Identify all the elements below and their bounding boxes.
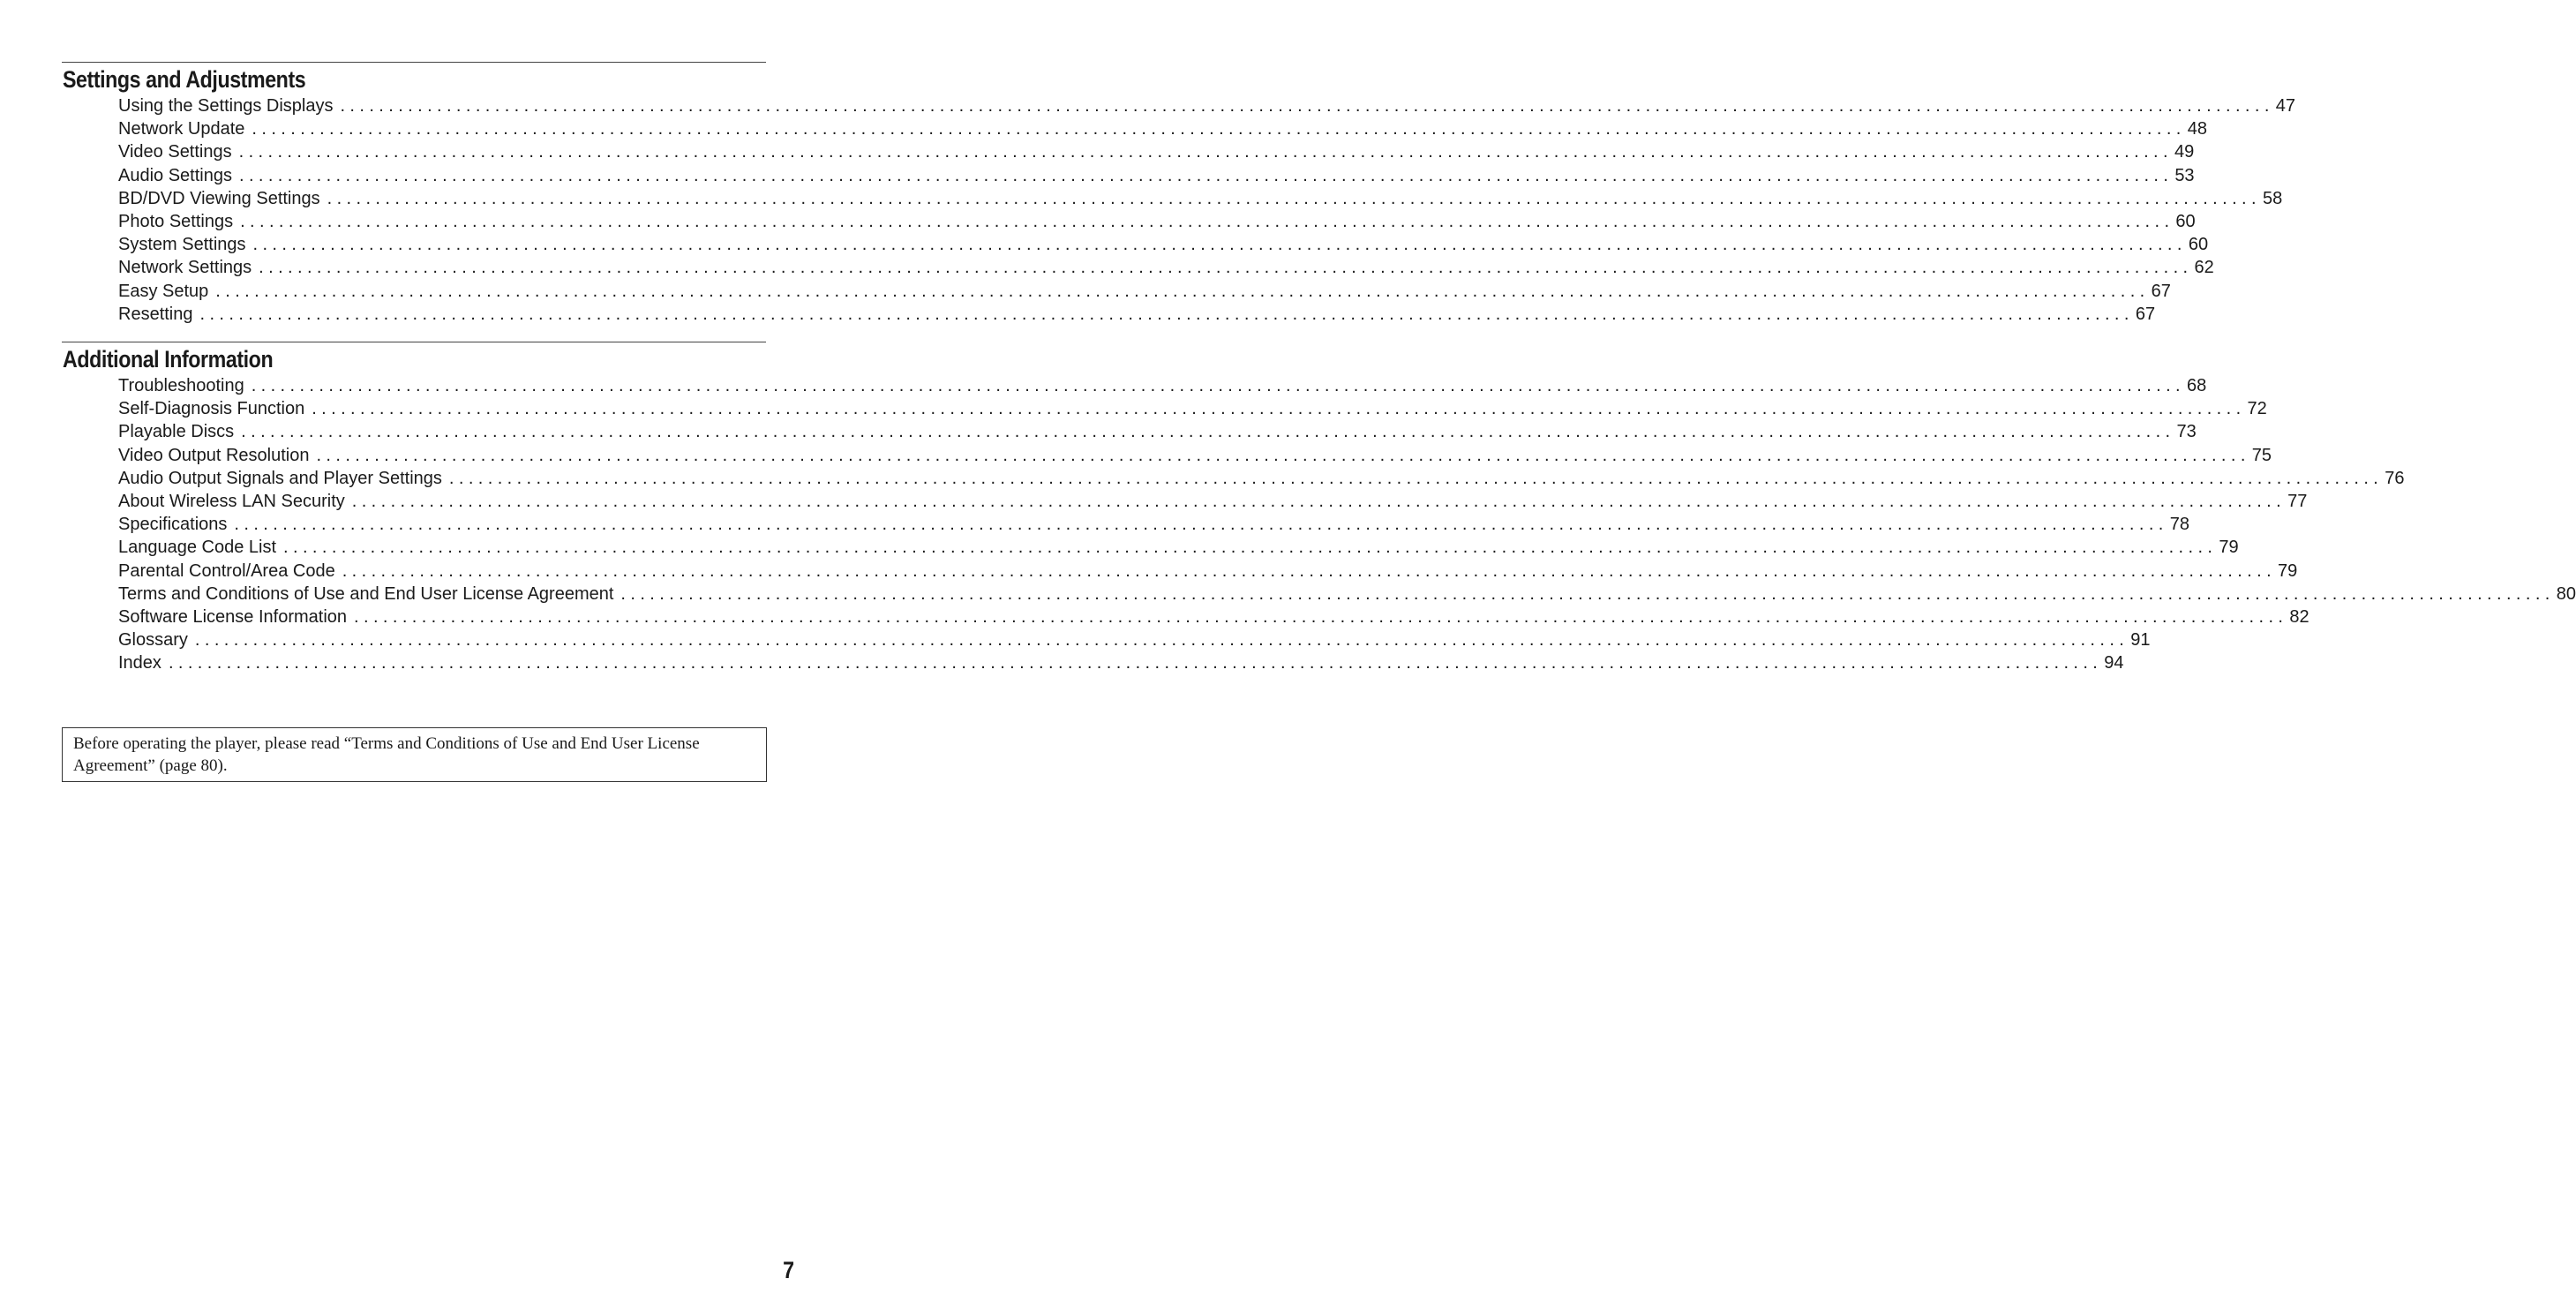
toc-entry-title: Parental Control/Area Code [118,560,335,581]
toc-entry[interactable] [62,583,2576,606]
toc-entry[interactable] [62,187,2283,210]
toc-entry[interactable] [62,651,2124,674]
dot-leader: ........................................................................................................................................................................................................ [238,142,2173,162]
section-divider [62,62,766,63]
toc-entry-title: Using the Settings Displays [118,96,334,116]
toc-entry-page: 80 [2556,583,2576,604]
dot-leader: ........................................................................................................................................................................................................ [342,560,2277,581]
toc-entry-page: 78 [2169,515,2189,535]
toc-entry-page: 76 [2384,468,2405,488]
dot-leader: ........................................................................................................................................................................................................ [340,96,2274,116]
dot-leader: ........................................................................................................................................................................................................ [283,538,2218,558]
toc-entry-title: Network Update [118,119,245,139]
toc-entry[interactable] [62,606,2309,628]
dot-leader: ........................................................................................................................................................................................................ [312,399,2246,419]
dot-leader: ........................................................................................................................................................................................................ [354,606,2288,627]
dot-leader: ........................................................................................................................................................................................................ [168,653,2103,673]
notice-text: Before operating the player, please read “Terms and Conditions of Use and End User License Agreement” (page 80). [73,734,700,775]
dot-leader: ........................................................................................................................................................................................................ [234,515,2168,535]
toc-entry-page: 47 [2275,96,2296,116]
toc-entry-page: 72 [2247,399,2267,419]
section-additional-information [62,342,2576,674]
dot-leader: ........................................................................................................................................................................................................ [241,422,2175,442]
toc-entry-page: 60 [2188,235,2209,255]
dot-leader: ........................................................................................................................................................................................................ [351,491,2287,511]
toc-entry[interactable] [62,94,2296,117]
dot-leader: ........................................................................................................................................................................................................ [215,281,2150,301]
dot-leader: ........................................................................................................................................................................................................ [252,235,2187,255]
dot-leader: ........................................................................................................................................................................................................ [448,468,2384,488]
section-heading: Settings and Adjustments [63,66,306,93]
toc-entry[interactable] [62,256,2214,279]
toc-entry-title: Audio Settings [118,165,232,185]
toc-entry-page: 73 [2176,422,2197,442]
toc-entry-title: Resetting [118,304,193,324]
toc-entry[interactable] [62,490,2308,513]
toc-entry-title: Playable Discs [118,422,235,442]
toc-entry-page: 79 [2278,560,2298,581]
toc-entry-title: Self-Diagnosis Function [118,399,305,419]
toc-entry-page: 75 [2251,445,2272,465]
toc-entry-page: 67 [2135,304,2156,324]
toc-entry-page: 79 [2219,538,2239,558]
toc-entry[interactable] [62,513,2189,536]
toc-entry-title: Specifications [118,515,228,535]
toc-entry-page: 68 [2187,376,2207,395]
toc-entry-title: About Wireless LAN Security [118,491,345,511]
toc-entry-page: 77 [2287,491,2308,511]
toc-entry-page: 62 [2194,258,2214,278]
toc-entry-page: 67 [2151,281,2171,301]
toc-entry-title: Language Code List [118,538,277,558]
dot-leader: ........................................................................................................................................................................................................ [251,376,2186,395]
toc-list [62,374,2576,674]
toc-entry-title: Glossary [118,630,188,651]
toc-entry-title: Index [118,653,161,673]
toc-entry[interactable] [62,374,2207,397]
toc-entry-title: Terms and Conditions of Use and End User License Agreement [118,583,614,604]
toc-entry[interactable] [62,233,2209,256]
toc-entry[interactable] [62,444,2272,467]
toc-entry-title: Software License Information [118,606,348,627]
toc-entry-page: 49 [2174,142,2195,162]
toc-entry[interactable] [62,164,2195,187]
toc-entry-page: 58 [2262,188,2283,208]
toc-entry-page: 48 [2187,119,2207,139]
toc-entry-title: Troubleshooting [118,376,244,395]
toc-entry-title: Video Settings [118,142,232,162]
toc-entry-title: System Settings [118,235,246,255]
toc-entry[interactable] [62,140,2195,163]
toc-entry[interactable] [62,467,2405,490]
toc-list [62,94,2296,326]
section-heading: Additional Information [63,346,274,372]
toc-entry[interactable] [62,303,2156,326]
toc-entry[interactable] [62,280,2171,303]
dot-leader: ........................................................................................................................................................................................................ [259,258,2193,278]
dot-leader: ........................................................................................................................................................................................................ [238,165,2174,185]
toc-entry-title: Easy Setup [118,281,209,301]
toc-entry[interactable] [62,397,2267,420]
dot-leader: ........................................................................................................................................................................................................ [327,188,2261,208]
page-number: 7 [783,1257,794,1283]
toc-entry-page: 82 [2289,606,2309,627]
toc-entry[interactable] [62,117,2207,140]
toc-entry-title: Video Output Resolution [118,445,310,465]
section-settings-and-adjustments [62,62,2296,326]
dot-leader: ........................................................................................................................................................................................................ [252,119,2186,139]
dot-leader: ........................................................................................................................................................................................................ [199,304,2134,324]
dot-leader: ........................................................................................................................................................................................................ [194,630,2129,651]
dot-leader: ........................................................................................................................................................................................................ [620,583,2555,604]
dot-leader: ........................................................................................................................................................................................................ [316,445,2250,465]
toc-entry[interactable] [62,536,2239,559]
notice-box [62,727,767,782]
toc-entry-page: 91 [2130,630,2151,651]
toc-entry-title: BD/DVD Viewing Settings [118,188,320,208]
toc-entry-title: Network Settings [118,258,252,278]
toc-entry-page: 53 [2174,165,2195,185]
toc-entry[interactable] [62,210,2196,233]
dot-leader: ........................................................................................................................................................................................................ [240,211,2174,231]
toc-entry-title: Photo Settings [118,211,234,231]
toc-entry-page: 60 [2175,211,2196,231]
toc-entry-page: 94 [2104,653,2124,673]
toc-entry[interactable] [62,420,2197,443]
toc-entry-title: Audio Output Signals and Player Settings [118,468,442,488]
toc-entry[interactable] [62,560,2298,583]
toc-entry[interactable] [62,628,2151,651]
